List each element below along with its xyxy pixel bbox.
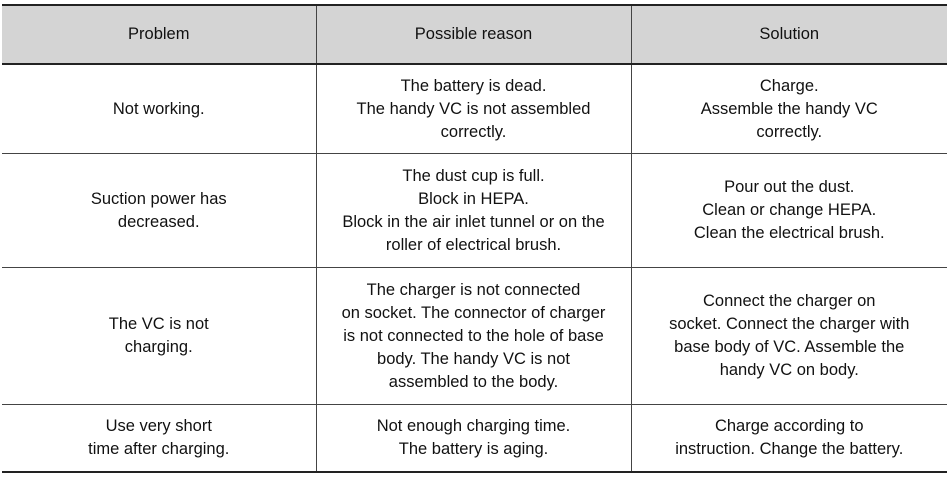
cell-line: roller of electrical brush. <box>385 235 562 254</box>
reason-cell <box>316 268 631 405</box>
cell-line: time after charging. <box>88 440 230 458</box>
solution-cell <box>631 405 947 473</box>
header-solution: Solution <box>631 5 947 64</box>
table-row <box>2 405 947 473</box>
cell-line: The handy VC is not assembled <box>356 99 591 118</box>
cell-line: The dust cup is full. <box>402 166 545 185</box>
cell-line: Pour out the dust. <box>724 178 855 196</box>
troubleshooting-table <box>2 4 947 473</box>
cell-line: instruction. Change the battery. <box>675 440 904 458</box>
cell-line: The charger is not connected <box>366 280 581 299</box>
header-possible-reason: Possible reason <box>316 5 631 64</box>
table-row <box>2 268 947 405</box>
table-row <box>2 154 947 268</box>
cell-line: Block in HEPA. <box>418 189 529 208</box>
reason-cell <box>316 405 631 473</box>
cell-line: socket. Connect the charger with <box>669 315 910 333</box>
cell-line: Connect the charger on <box>703 292 876 310</box>
cell-line: on socket. The connector of charger <box>341 303 606 322</box>
cell-line: Clean or change HEPA. <box>702 201 877 219</box>
cell-line: Use very short <box>105 417 212 435</box>
cell-line: The battery is aging. <box>398 440 549 458</box>
solution-cell <box>631 268 947 405</box>
cell-line: Not enough charging time. <box>376 417 571 435</box>
cell-line: charging. <box>124 338 193 356</box>
cell-line: The VC is not <box>108 315 209 333</box>
table-row <box>2 64 947 154</box>
cell-line: decreased. <box>117 212 200 231</box>
problem-cell <box>2 154 316 268</box>
table-header-row <box>2 5 947 64</box>
cell-line: Assemble the handy VC <box>700 99 878 118</box>
cell-line: correctly. <box>440 122 507 141</box>
cell-line: is not connected to the hole of base <box>343 326 604 345</box>
cell-line: handy VC on body. <box>719 361 859 379</box>
reason-cell <box>316 64 631 154</box>
problem-cell <box>2 405 316 473</box>
cell-line: base body of VC. Assemble the <box>674 338 905 356</box>
cell-line: Clean the electrical brush. <box>693 224 885 242</box>
cell-line: The battery is dead. <box>400 76 547 95</box>
cell-line: Charge according to <box>714 417 864 435</box>
reason-cell <box>316 154 631 268</box>
problem-cell <box>2 64 316 154</box>
solution-cell <box>631 154 947 268</box>
cell-line: body. The handy VC is not <box>377 349 570 368</box>
solution-cell <box>631 64 947 154</box>
cell-line: Not working. <box>112 99 205 118</box>
header-problem: Problem <box>2 5 316 64</box>
cell-line: Block in the air inlet tunnel or on the <box>342 212 605 231</box>
cell-line: Charge. <box>759 76 819 95</box>
cell-line: Suction power has <box>90 189 227 208</box>
cell-line: correctly. <box>756 122 823 141</box>
problem-cell <box>2 268 316 405</box>
cell-line: assembled to the body. <box>388 372 559 391</box>
troubleshooting-table-container <box>2 4 947 473</box>
